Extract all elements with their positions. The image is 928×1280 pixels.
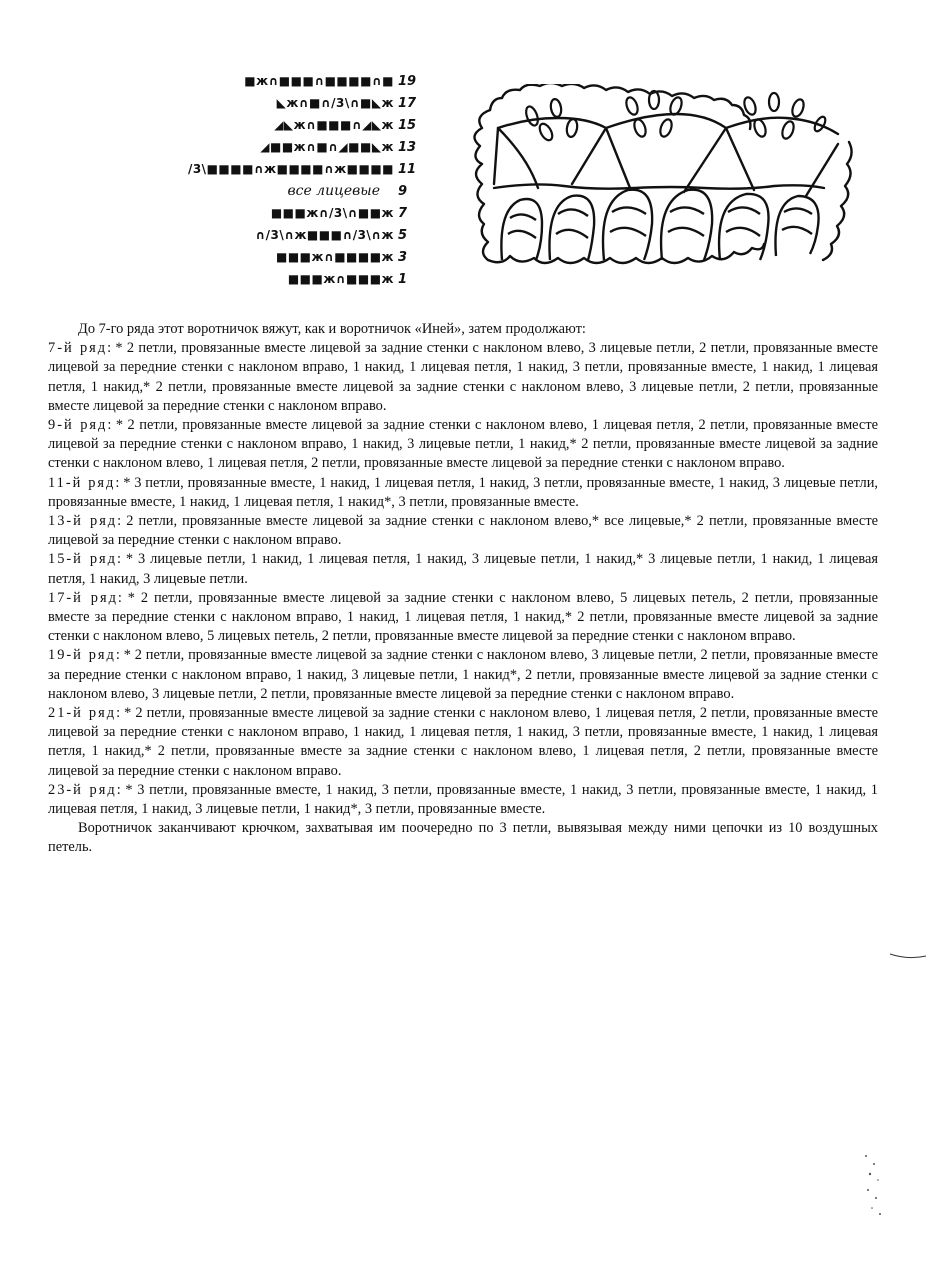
row-label: 15-й ряд [48,551,117,568]
closing-paragraph: Воротничок заканчивают крючком, захватывая им поочередно по 3 петли, вывязывая между ними цепочки из 10 воздушных петель. [48,820,878,856]
chart-row [274,114,420,136]
row-instruction [48,550,878,588]
chart-row [271,202,420,224]
row-instruction [48,416,878,474]
chart-row-number: 9 [398,183,408,199]
row-label: 21-й ряд [48,705,117,722]
row-instruction [48,339,878,416]
chart-row-symbols: ■■■ж∩■■■■ж [276,250,394,264]
row-label: 9-й ряд [48,417,108,434]
row-text: : * 3 петли, провязанные вместе, 1 накид, 1 лицевая петля, 1 накид, 3 петли, провязанные вместе, 1 накид, 3 лицевые петли, провязанные вместе, 1 накид, 1 лицевая петля, 1 накид*, 3 петли, провязанные вместе. [48,474,878,510]
chart-row-number: 5 [398,227,408,243]
row-label: 7-й ряд [48,340,108,357]
row-text: : 2 петли, провязанные вместе лицевой за задние стенки с наклоном влево,* все лицевые,* 2 петли, провязанные вместе лицевой за передние стенки с наклоном вправо. [48,513,878,549]
chart-row-symbols: ◢■■ж∩■∩◢■■◣ж [260,140,394,154]
row-label: 19-й ряд [48,647,116,664]
chart-row-symbols: ■■■ж∩/3\∩■■ж [270,206,394,220]
chart-row-number: 1 [398,271,408,287]
row-text: : * 2 петли, провязанные вместе лицевой за задние стенки с наклоном влево, 3 лицевые петли, 2 петли, провязанные вместе лицевой за передние стенки с наклоном вправо, 1 накид, 1 лицевая петля, 1 накид, 3 петли, провязанные вместе, 1 накид, 1 лицевая петля, 1 накид,* 2 петли, провязанные вместе лицевой за задние стенки с наклоном влево, 3 лицевые петли, 2 петли, провязанные вместе лицевой за передние стенки с наклоном вправо. [48,340,878,414]
scan-stroke-mark [888,944,928,964]
row-instruction [48,646,878,704]
row-label: 13-й ряд [48,513,118,530]
chart-row-number: 13 [398,139,417,155]
chart-row-symbols: ■ж∩■■■∩■■■■∩■ [244,74,394,88]
chart-row-symbols: ■■■ж∩■■■ж [287,272,394,286]
row-label: 23-й ряд [48,781,117,798]
row-label: 11-й ряд [48,474,116,491]
instructions [48,320,878,858]
row-instruction [48,474,878,512]
chart-row-symbols: /3\■■■■∩ж■■■■∩ж■■■■ [187,162,394,176]
intro-paragraph: До 7-го ряда этот воротничок вяжут, как и воротничок «Иней», затем продолжают: [78,321,586,337]
row-text: : * 2 петли, провязанные вместе лицевой за задние стенки с наклоном влево, 1 лицевая петля, 2 петли, провязанные вместе лицевой за передние стенки с наклоном вправо, 1 накид, 1 лицевая петля, 1 накид, 3 петли, провязанные вместе, 1 накид, 1 лицевая петля, 1 накид,* 2 петли, провязанные вместе за задние стенки с наклоном влево, 1 лицевая петля, 2 петли, провязанные вместе лицевой за передние стенки с наклоном вправо. [48,705,878,779]
row-text: : * 3 петли, провязанные вместе, 1 накид, 3 петли, провязанные вместе, 1 накид, 3 петли, провязанные вместе, 1 накид, 1 лицевая петля, 1 накид, 3 лицевые петли, 1 накид*, 3 петли, провязанные вместе. [48,781,878,818]
chart-row-number: 17 [398,95,417,111]
row-text: : * 2 петли, провязанные вместе лицевой за задние стенки с наклоном влево, 5 лицевых петель, 2 петли, провязанные вместе за передние стенки с наклоном вправо, 1 накид, 1 лицевая петля, 1 накид,* 2 петли, провязанные вместе лицевой за задние стенки с наклоном влево, 5 лицевых петель, 2 петли, провязанные вместе лицевой за передние стенки с наклоном вправо. [48,589,878,645]
chart-row [277,92,420,114]
row-label: 17-й ряд [48,589,118,606]
row-instruction [48,512,878,550]
scan-noise-mark [858,1150,888,1220]
chart-row-symbols: ∩/3\∩ж■■■∩/3\∩ж [255,228,394,242]
chart-row-number: 3 [398,249,408,265]
chart-row-number: 19 [398,73,417,89]
row-instruction [48,589,878,647]
chart-row [260,136,420,158]
row-instruction [48,781,878,819]
chart-row-number: 7 [398,205,408,221]
all-knit-label: все лицевые [287,183,380,199]
chart-row [255,224,420,246]
row-text: : * 3 лицевые петли, 1 накид, 1 лицевая петля, 1 накид, 3 лицевые петли, 1 накид,* 3 лицевые петли, 1 накид, 1 лицевая петля, 1 накид, 3 лицевые петли. [48,551,878,587]
chart-row [188,158,420,180]
row-instruction [48,704,878,781]
chart-row [244,70,420,92]
knitting-chart [40,70,420,288]
chart-row-number: 15 [398,117,417,133]
chart-row [288,268,420,290]
chart-row [287,180,420,202]
chart-row-number: 11 [398,161,417,177]
row-text: : * 2 петли, провязанные вместе лицевой за задние стенки с наклоном влево, 3 лицевые петли, 2 петли, провязанные вместе за передние стенки с наклоном вправо, 1 накид, 3 лицевые петли, 1 накид*, 2 петли, провязанные вместе лицевой за задние стенки с наклоном влево, 3 лицевые петли, 2 петли, провязанные вместе лицевой за передние стенки с наклоном вправо. [48,647,878,702]
chart-row-symbols: ◣ж∩■∩/3\∩■◣ж [276,96,394,110]
chart-row [276,246,420,268]
collar-illustration [454,84,860,280]
chart-row-symbols: ◢◣ж∩■■■∩◢◣ж [274,118,394,132]
row-text: : * 2 петли, провязанные вместе лицевой за задние стенки с наклоном влево, 1 лицевая петля, 2 петли, провязанные вместе лицевой за передние стенки с наклоном вправо, 1 накид, 3 лицевые петли, 1 накид,* 2 петли, провязанные вместе лицевой за задние стенки с наклоном влево, 1 лицевая петля, 2 петли, провязанные вместе лицевой за передние стенки с наклоном вправо. [48,417,878,472]
